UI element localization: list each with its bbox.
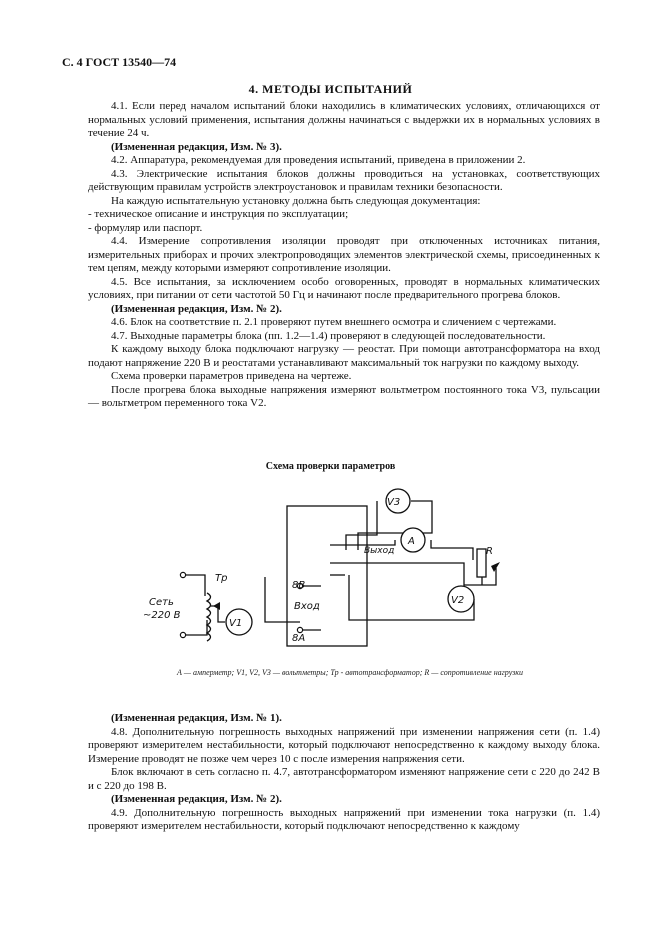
mains-terminal-bottom — [180, 632, 185, 637]
amendment-note: (Измененная редакция, Изм. № 3). — [111, 140, 282, 153]
paragraph: 4.2. Аппаратура, рекомендуемая для проведения испытаний, приведена в приложении 2. — [111, 154, 526, 166]
input-label: Вход — [294, 601, 320, 612]
paragraph: 4.3. Электрические испытания блоков должны проводиться на установках, соответствующих действующим правилам устройств электроустановок и правилам техники безопасности. — [88, 167, 600, 193]
paragraph: 4.4. Измерение сопротивления изоляции проводят при отключенных источниках питания, измерительных приборах и прочих электропроводящих элементов электрической схемы, присоединенных к тем цепям, между которыми измеряют сопротивление изоляции. — [88, 235, 600, 274]
paragraph: 4.9. Дополнительную погрешность выходных напряжений при изменении тока нагрузки (п. 1.4) проверяют измерителем нестабильности, который подключают непосредственно к каждому — [88, 806, 600, 832]
paragraph: 4.7. Выходные параметры блока (пп. 1.2—1.4) проверяют в следующей последовательности. — [111, 329, 546, 342]
paragraph: 4.1. Если перед началом испытаний блоки находились в климатических условиях, отличающихся от нормальных условий применения, испытания должны начинаться с выдержки их в нормальных условиях в течение 24 ч. — [88, 100, 600, 139]
mains-label: Сеть — [149, 597, 174, 608]
output-label: Выход — [364, 546, 395, 556]
paragraph: 4.6. Блок на соответствие п. 2.1 проверяют путем внешнего осмотра и сличением с чертежами. — [111, 316, 557, 328]
device-block — [287, 506, 367, 646]
amendment-note: (Измененная редакция, Изм. № 2). — [111, 793, 282, 805]
paragraph: К каждому выходу блока подключают нагрузку — реостат. При помощи автотрансформатора на вход подают напряжение 220 В и реостатами устанавливают максимальный ток нагрузки по каждому выходу. — [88, 343, 600, 369]
section-title: 4. МЕТОДЫ ИСПЫТАНИЙ — [248, 82, 413, 96]
figure-caption: А — амперметр; V1, V2, V3 — вольтметры; Тр - автотрансформатор; R — сопротивление нагрузки — [176, 668, 524, 677]
v1-label: V1 — [229, 618, 243, 629]
figure-title: Схема проверки параметров — [265, 461, 396, 472]
input-terminal-8a — [297, 627, 302, 632]
amendment-note: (Измененная редакция, Изм. № 2). — [111, 302, 282, 315]
mains-terminal-top — [180, 572, 185, 577]
amendment-note: (Измененная редакция, Изм. № 1). — [111, 712, 282, 724]
paragraph: 4.5. Все испытания, за исключением особо оговоренных, проводят в нормальных климатических условиях, при питании от сети частотой 50 Гц и начинают после предварительного прогрева блоков. — [88, 275, 600, 301]
ammeter-label: A — [408, 536, 415, 547]
paragraph: После прогрева блока выходные напряжения измеряют вольтметром постоянного тока V3, пульсации — вольтметром переменного тока V2. — [88, 383, 600, 409]
circuit-diagram — [0, 470, 661, 670]
paragraph: На каждую испытательную установку должна быть следующая документация: — [111, 194, 481, 207]
top-text-block — [88, 100, 600, 411]
pin-8b-label: 8B — [292, 580, 306, 591]
page-header: С. 4 ГОСТ 13540—74 — [62, 55, 177, 69]
resistor-label: R — [486, 546, 493, 557]
list-item: - формуляр или паспорт. — [88, 221, 203, 234]
mains-voltage-label: ~220 В — [143, 610, 181, 621]
paragraph: Блок включают в сеть согласно п. 4.7, автотрансформатором изменяют напряжение сети с 220 до 242 В и с 220 до 198 В. — [88, 766, 600, 792]
v3-label: V3 — [387, 497, 401, 508]
v2-label: V2 — [451, 595, 465, 606]
pin-8a-label: 8A — [292, 633, 306, 644]
list-item: - техническое описание и инструкция по эксплуатации; — [88, 208, 349, 220]
bottom-text-block — [88, 712, 600, 834]
transformer-label: Тр — [215, 573, 228, 584]
paragraph: 4.8. Дополнительную погрешность выходных напряжений при изменении напряжения сети (п. 1.4) проверяют измерителем нестабильности, который подключают непосредственно к каждому выходу блока. Измерение проводят не позже чем через 10 с после измерения напряжения сети. — [88, 725, 600, 765]
paragraph: Схема проверки параметров приведена на чертеже. — [111, 370, 352, 382]
